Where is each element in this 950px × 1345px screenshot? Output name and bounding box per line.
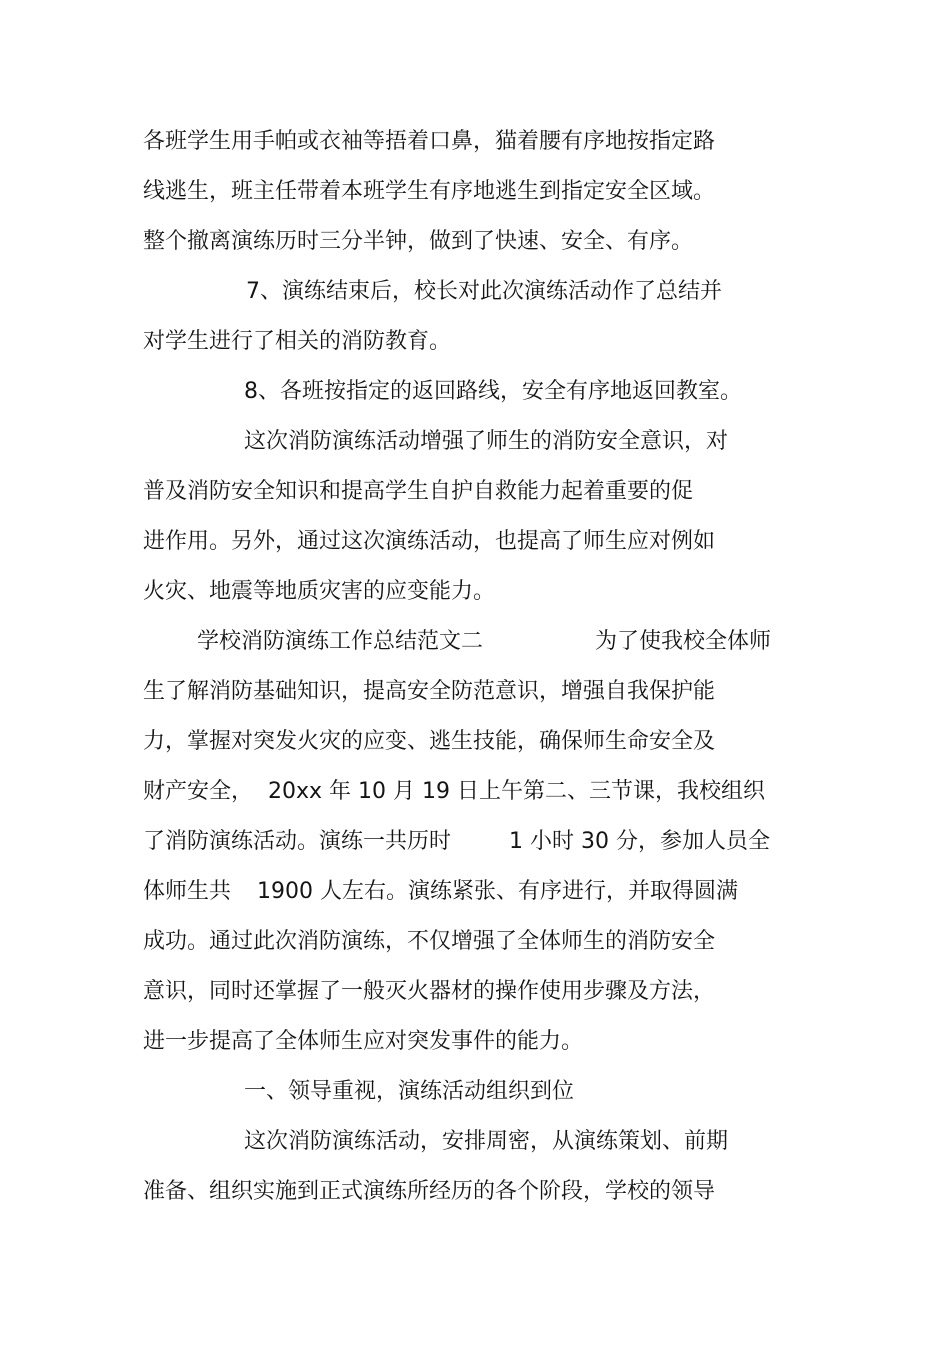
text-segment: 力，掌握对突发火灾的应变、逃生技能，确保师生命安全及	[143, 729, 716, 754]
text-segment: 火灾、地震等地质灾害的应变能力。	[143, 579, 496, 604]
text-segment: 财产安全，	[143, 779, 254, 804]
text-segment: 了消防演练活动。演练一共历时	[143, 829, 452, 854]
text-segment: 生了解消防基础知识，提高安全防范意识，增强自我保护能	[143, 679, 716, 704]
text-segment: 普及消防安全知识和提高学生自护自救能力起着重要的促	[143, 479, 694, 504]
text-segment: 对学生进行了相关的消防教育。	[143, 329, 452, 354]
text-segment: 进一步提高了全体师生应对突发事件的能力。	[143, 1029, 584, 1054]
subheading: 一、领导重视，演练活动组织到位	[244, 1079, 575, 1104]
text-segment: 整个撤离演练历时三分半钟，做到了快速、安全、有序。	[143, 229, 694, 254]
text-segment: 这次消防演练活动增强了师生的消防安全意识，对	[244, 429, 729, 454]
text-segment: 各班学生用手帕或衣袖等捂着口鼻，猫着腰有序地按指定路	[143, 129, 716, 154]
text-segment: 进作用。另外，通过这次演练活动，也提高了师生应对例如	[143, 529, 716, 554]
section-title: 学校消防演练工作总结范文二	[197, 629, 484, 654]
text-segment: 7、演练结束后，校长对此次演练活动作了总结并	[246, 279, 722, 304]
text-segment: 为了使我校全体师	[595, 629, 772, 654]
text-segment: 意识，同时还掌握了一般灭火器材的操作使用步骤及方法，	[143, 979, 716, 1004]
text-segment: 20xx 年 10 月 19 日上午第二、三节课，我校组织	[268, 779, 765, 804]
text-segment: 这次消防演练活动，安排周密，从演练策划、前期	[244, 1129, 729, 1154]
text-segment: 1900 人左右。演练紧张、有序进行，并取得圆满	[257, 879, 738, 904]
text-segment: 线逃生，班主任带着本班学生有序地逃生到指定安全区域。	[143, 179, 716, 204]
text-segment: 1 小时 30 分，参加人员全	[509, 829, 770, 854]
text-segment: 体师生共	[143, 879, 232, 904]
text-segment: 8、各班按指定的返回路线，安全有序地返回教室。	[244, 379, 742, 404]
text-segment: 准备、组织实施到正式演练所经历的各个阶段，学校的领导	[143, 1179, 716, 1204]
text-segment: 成功。通过此次消防演练，不仅增强了全体师生的消防安全	[143, 929, 716, 954]
